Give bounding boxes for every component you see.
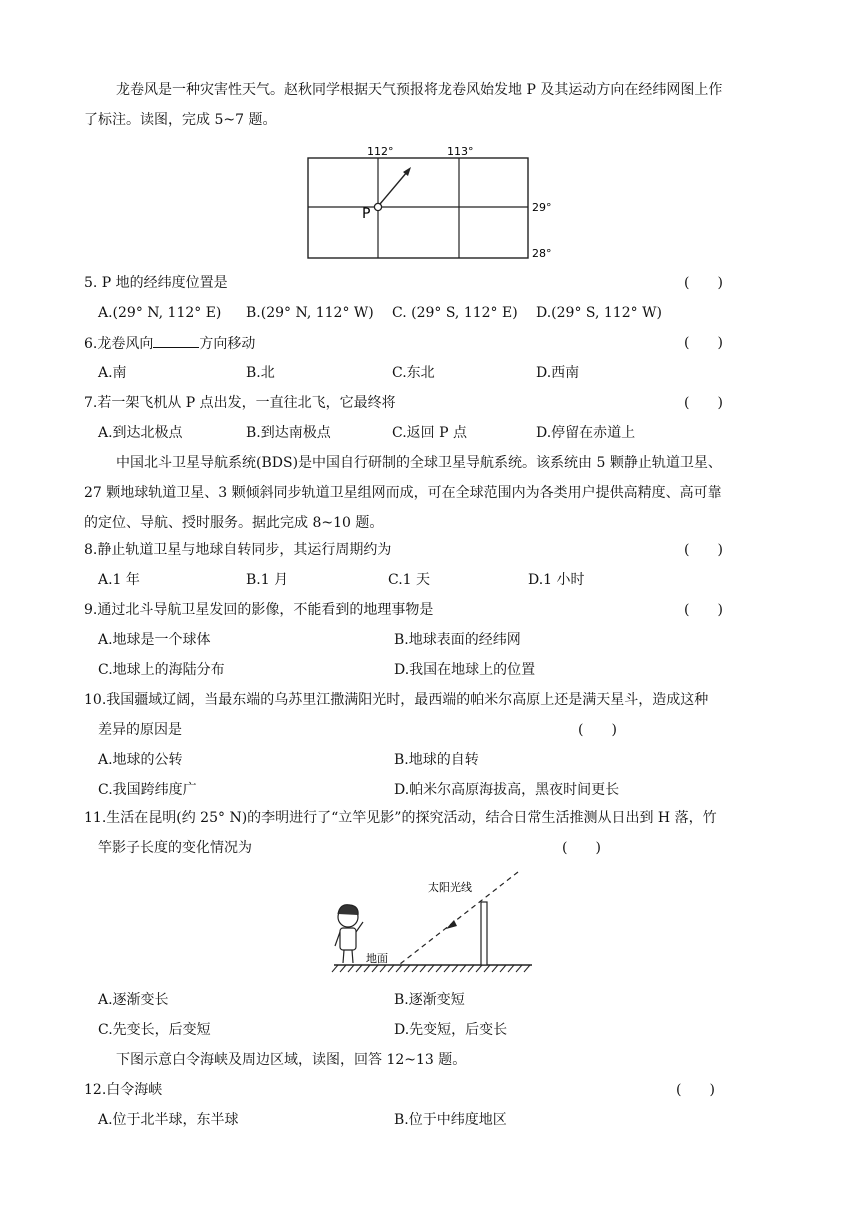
q11-stem-line-1: 11.生活在昆明(约 25° N)的李明进行了“立竿见影”的探究活动，结合日常生活推测从日出到 H 落，竹 bbox=[84, 810, 717, 826]
q7-option-d: D.停留在赤道上 bbox=[536, 425, 636, 441]
child-figure-icon bbox=[335, 905, 363, 963]
q7-answer-paren: ( ) bbox=[684, 395, 723, 411]
point-p-marker bbox=[374, 203, 381, 210]
q9-option-c: C.地球上的海陆分布 bbox=[98, 662, 225, 678]
q6-answer-paren: ( ) bbox=[684, 335, 723, 351]
q5-answer-paren: ( ) bbox=[684, 275, 723, 291]
q8-option-b: B.1 月 bbox=[246, 572, 289, 588]
lon-label-112: 112° bbox=[367, 145, 394, 158]
q6-option-b: B.北 bbox=[246, 365, 275, 381]
q10-answer-paren: ( ) bbox=[578, 722, 617, 738]
q9-stem: 9.通过北斗导航卫星发回的影像，不能看到的地理事物是 bbox=[84, 602, 434, 618]
q9-option-a: A.地球是一个球体 bbox=[98, 632, 211, 648]
ground-label: 地面 bbox=[366, 952, 388, 965]
q5-option-a: A.(29° N, 112° E) bbox=[98, 305, 222, 321]
intro-2-line-2: 27 颗地球轨道卫星、3 颗倾斜同步轨道卫星组网而成，可在全球范围内为各类用户提供高精度、高可靠 bbox=[84, 485, 722, 501]
q8-option-a: A.1 年 bbox=[98, 572, 140, 588]
q6-option-a: A.南 bbox=[98, 365, 127, 381]
sunlight-arrowhead-icon bbox=[446, 920, 457, 929]
q12-option-b: B.位于中纬度地区 bbox=[394, 1112, 507, 1128]
lon-label-113: 113° bbox=[447, 145, 474, 158]
intro-2-line-1: 中国北斗卫星导航系统(BDS)是中国自行研制的全球卫星导航系统。该系统由 5 颗静止轨道卫星、 bbox=[116, 455, 722, 471]
q6-option-c: C.东北 bbox=[392, 365, 435, 381]
bamboo-pole bbox=[481, 902, 487, 965]
q9-option-b: B.地球表面的经纬网 bbox=[394, 632, 521, 648]
q12-option-a: A.位于北半球，东半球 bbox=[98, 1112, 239, 1128]
q5-option-c: C. (29° S, 112° E) bbox=[392, 305, 518, 321]
q9-option-d: D.我国在地球上的位置 bbox=[394, 662, 536, 678]
q11-answer-paren: ( ) bbox=[562, 840, 601, 856]
q11-option-d: D.先变短，后变长 bbox=[394, 1022, 508, 1038]
q8-option-d: D.1 小时 bbox=[528, 572, 585, 588]
q6-stem-part-a: 6.龙卷风向 bbox=[84, 336, 154, 352]
q10-stem-line-2: 差异的原因是 bbox=[98, 722, 182, 738]
q10-option-c: C.我国跨纬度广 bbox=[98, 782, 197, 798]
q11-option-b: B.逐渐变短 bbox=[394, 992, 465, 1008]
movement-arrow bbox=[380, 172, 407, 204]
q7-stem: 7.若一架飞机从 P 点出发，一直往北飞，它最终将 bbox=[84, 395, 396, 411]
q8-stem: 8.静止轨道卫星与地球自转同步，其运行周期约为 bbox=[84, 542, 392, 558]
intro-1-line-2: 了标注。读图，完成 5~7 题。 bbox=[84, 112, 277, 128]
lat-label-29: 29° bbox=[532, 201, 552, 214]
sunlight-label: 太阳光线 bbox=[428, 881, 472, 894]
q7-option-a: A.到达北极点 bbox=[98, 425, 183, 441]
q10-stem-line-1: 10.我国疆域辽阔，当最东端的乌苏里江撒满阳光时，最西端的帕米尔高原上还是满天星斗，造成这种 bbox=[84, 692, 709, 708]
q11-option-a: A.逐渐变长 bbox=[98, 992, 169, 1008]
q11-option-c: C.先变长，后变短 bbox=[98, 1022, 211, 1038]
q5-option-d: D.(29° S, 112° W) bbox=[536, 305, 662, 321]
q6-option-d: D.西南 bbox=[536, 365, 580, 381]
q5-option-b: B.(29° N, 112° W) bbox=[246, 305, 374, 321]
q7-option-c: C.返回 P 点 bbox=[392, 425, 467, 441]
q8-answer-paren: ( ) bbox=[684, 542, 723, 558]
point-p-label: P bbox=[362, 206, 371, 222]
q6-stem-part-b: 方向移动 bbox=[199, 336, 256, 352]
lat-label-28: 28° bbox=[532, 247, 552, 260]
q11-stem-line-2: 竿影子长度的变化情况为 bbox=[98, 840, 252, 856]
map-frame bbox=[308, 158, 528, 258]
ground-hatching bbox=[332, 965, 530, 972]
q12-answer-paren: ( ) bbox=[676, 1082, 715, 1098]
q9-answer-paren: ( ) bbox=[684, 602, 723, 618]
q10-option-b: B.地球的自转 bbox=[394, 752, 479, 768]
shadow-experiment-figure bbox=[326, 862, 536, 974]
q8-option-c: C.1 天 bbox=[388, 572, 431, 588]
lat-lon-grid-map bbox=[300, 140, 560, 265]
q6-fill-blank bbox=[153, 333, 199, 348]
q7-option-b: B.到达南极点 bbox=[246, 425, 331, 441]
q6-stem bbox=[84, 333, 255, 354]
q5-stem: 5. P 地的经纬度位置是 bbox=[84, 275, 228, 291]
intro-2-line-3: 的定位、导航、授时服务。据此完成 8~10 题。 bbox=[84, 515, 384, 531]
intro-1-line-1: 龙卷风是一种灾害性天气。赵秋同学根据天气预报将龙卷风始发地 P 及其运动方向在经纬网图上作 bbox=[116, 82, 723, 98]
q10-option-d: D.帕米尔高原海拔高，黑夜时间更长 bbox=[394, 782, 620, 798]
q12-stem: 12.白令海峡 bbox=[84, 1082, 163, 1098]
q10-option-a: A.地球的公转 bbox=[98, 752, 183, 768]
intro-3: 下图示意白令海峡及周边区域，读图，回答 12~13 题。 bbox=[116, 1052, 467, 1068]
